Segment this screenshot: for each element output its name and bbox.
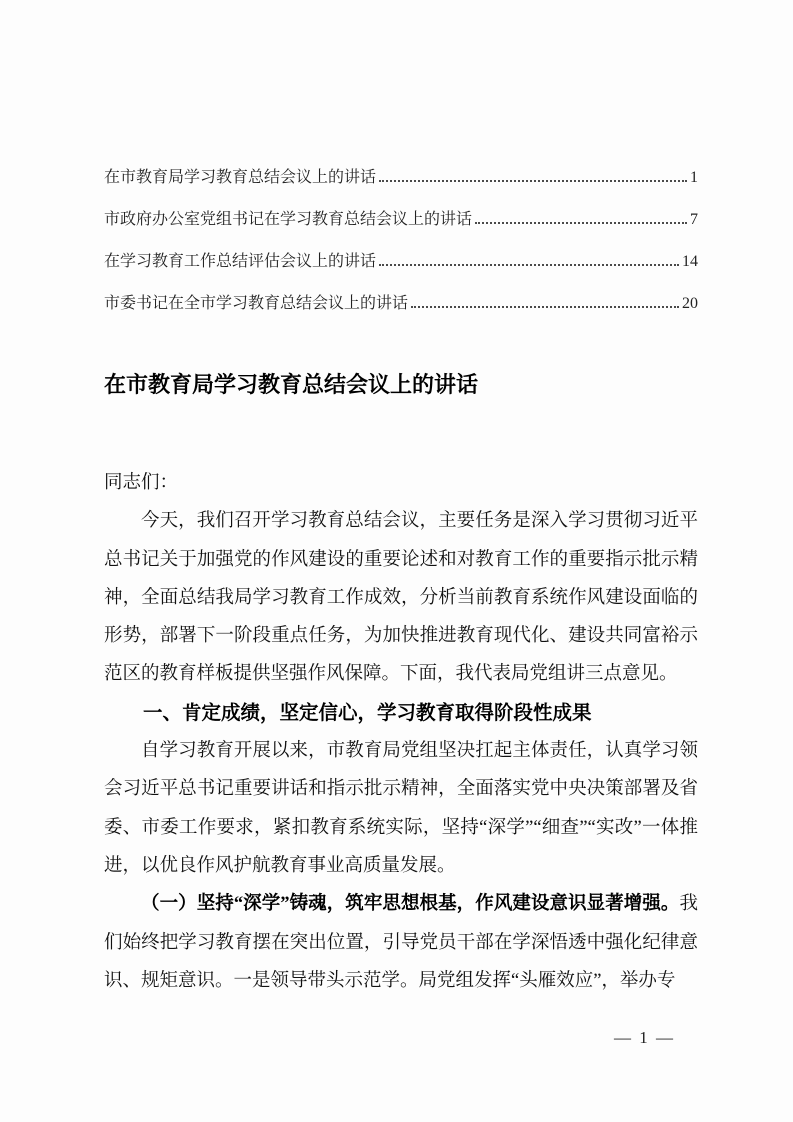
toc-entry-page-number[interactable]: 7 bbox=[690, 211, 698, 228]
intro-paragraph: 今天，我们召开学习教育总结会议，主要任务是深入学习贯彻习近平总书记关于加强党的作风建设的重要论述和对教育工作的重要指示批示精神，全面总结我局学习教育工作成效，分析当前教育系统作风建设面临的形势，部署下一阶段重点任务，为加快推进教育现代化、建设共同富裕示范区的教育样板提供坚强作风保障。下面，我代表局党组讲三点意见。 bbox=[104, 511, 698, 685]
subsection-1-body: 我们始终把学习教育摆在突出位置，引导党员干部在学深悟透中强化纪律意识、规矩意识。一是领导带头示范学。局党组发挥“头雁效应”，举办专 bbox=[104, 894, 698, 991]
toc-entry-page-number[interactable]: 20 bbox=[682, 295, 698, 312]
toc-entry[interactable] bbox=[104, 191, 698, 233]
toc-entry[interactable] bbox=[104, 233, 698, 275]
page-content bbox=[104, 0, 698, 1000]
toc-entry[interactable] bbox=[104, 149, 698, 191]
document-title: 在市教育局学习教育总结会议上的讲话 bbox=[104, 372, 479, 397]
document-body bbox=[104, 464, 698, 1000]
toc-entry-title[interactable]: 市政府办公室党组书记在学习教育总结会议上的讲话 bbox=[104, 211, 473, 228]
subsection-1-paragraph bbox=[104, 885, 698, 1000]
section-1-paragraph: 自学习教育开展以来，市教育局党组坚决扛起主体责任，认真学习领会习近平总书记重要讲话和指示批示精神，全面落实党中央决策部署及省委、市委工作要求，紧扣教育系统实际，坚持“深学”“细查”“实改”一体推进，以优良作风护航教育事业高质量发展。 bbox=[104, 741, 698, 876]
page-number-footer: — 1 — bbox=[614, 1028, 675, 1047]
toc-entry-page-number[interactable]: 14 bbox=[682, 253, 698, 270]
toc-entry[interactable] bbox=[104, 275, 698, 317]
salutation: 同志们： bbox=[104, 473, 179, 493]
toc-entry-title[interactable]: 在市教育局学习教育总结会议上的讲话 bbox=[104, 169, 377, 186]
toc-dot-leader bbox=[411, 306, 679, 308]
toc-dot-leader bbox=[379, 180, 687, 182]
toc-entry-page-number[interactable]: 1 bbox=[690, 169, 698, 186]
toc-entry-title[interactable]: 市委书记在全市学习教育总结会议上的讲话 bbox=[104, 295, 409, 312]
toc-dot-leader bbox=[475, 222, 687, 224]
toc-entry-title[interactable]: 在学习教育工作总结评估会议上的讲话 bbox=[104, 253, 377, 270]
section-1-heading: 一、肯定成绩，坚定信心，学习教育取得阶段性成果 bbox=[143, 701, 592, 724]
table-of-contents bbox=[104, 0, 698, 317]
subsection-1-lead: （一）坚持“深学”铸魂，筑牢思想根基，作风建设意识显著增强。 bbox=[141, 894, 680, 915]
toc-dot-leader bbox=[379, 264, 679, 266]
